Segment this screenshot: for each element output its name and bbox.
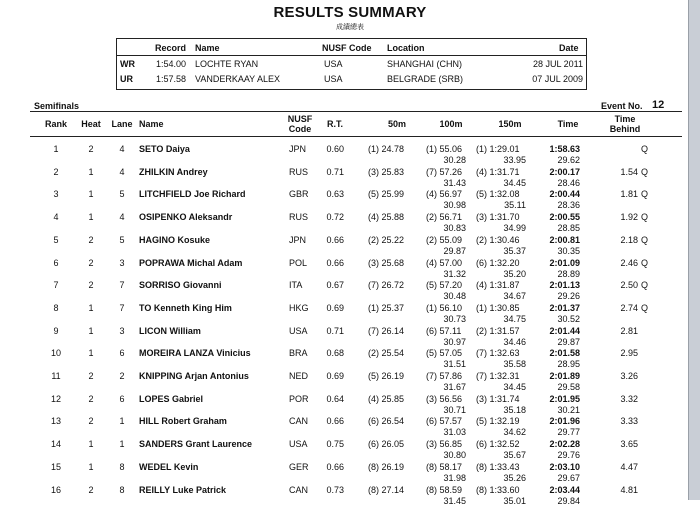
cell-final-time: 2:00.44 <box>549 189 580 200</box>
cell-split-150m: (2) 1:30.46 <box>476 234 520 245</box>
col-time-behind <box>601 114 649 134</box>
cell-split-100m: (1) 55.06 <box>426 144 463 154</box>
record-date: 07 JUL 2009 <box>532 74 583 84</box>
cell-final-time: 2:00.81 <box>549 234 580 245</box>
cell-athlete-name: TO Kenneth King Him <box>139 302 232 313</box>
col-nusf-line1: NUSF <box>287 114 313 124</box>
cell-diff-100m: 30.83 <box>443 223 466 234</box>
cell-athlete-name: MOREIRA LANZA Vinicius <box>139 348 251 359</box>
cell-time-behind: 2.46 <box>620 257 638 268</box>
table-row <box>0 481 688 504</box>
record-location: SHANGHAI (CHN) <box>387 59 463 69</box>
cell-split-150m: (4) 1:31.87 <box>476 280 520 291</box>
cell-diff-100m: 30.97 <box>443 336 466 347</box>
cell-split-100m: (8) 58.17 <box>426 461 463 472</box>
cell-time-behind: 1.81 <box>620 189 638 200</box>
cell-diff-100m: 30.80 <box>443 450 466 461</box>
cell-diff-150m: 34.62 <box>503 427 526 438</box>
cell-split-50m: (3) 25.83 <box>368 166 405 177</box>
col-behind-line2: Behind <box>609 124 641 134</box>
cell-final-time: 2:01.44 <box>549 325 580 336</box>
cell-athlete-name: SANDERS Grant Laurence <box>139 439 253 450</box>
cell-time-behind: 3.32 <box>620 393 638 404</box>
cell-lane: 4 <box>119 166 125 177</box>
cell-split-100m: (3) 56.56 <box>426 393 463 404</box>
cell-split-150m: (7) 1:32.63 <box>476 348 520 359</box>
cell-lane: 2 <box>119 371 125 381</box>
cell-nusf-code: USA <box>289 325 308 336</box>
cell-reaction-time: 0.63 <box>326 189 344 200</box>
cell-time-behind: 2.74 <box>620 302 638 313</box>
cell-qualifier: Q <box>641 212 649 223</box>
col-heat: Heat <box>81 119 101 129</box>
cell-heat: 1 <box>88 461 94 472</box>
cell-athlete-name: HILL Robert Graham <box>139 416 227 427</box>
phase-label: Semifinals <box>34 101 80 111</box>
cell-nusf-code: GER <box>289 461 309 472</box>
cell-split-150m: (1) 1:30.85 <box>476 302 520 313</box>
cell-lane: 4 <box>119 212 125 223</box>
cell-nusf-code: RUS <box>289 212 309 223</box>
cell-time-behind: 4.81 <box>620 484 638 495</box>
cell-diff-final: 30.35 <box>557 245 580 256</box>
col-100m: 100m <box>439 119 463 129</box>
cell-diff-final: 29.58 <box>557 382 580 392</box>
cell-split-50m: (1) 25.37 <box>368 302 405 313</box>
cell-diff-100m: 30.98 <box>443 200 466 211</box>
cell-diff-final: 28.46 <box>557 177 580 188</box>
cell-rank: 1 <box>53 144 59 154</box>
cell-reaction-time: 0.68 <box>326 348 344 359</box>
cell-diff-150m: 35.20 <box>503 268 526 279</box>
cell-split-100m: (5) 57.20 <box>426 280 463 291</box>
cell-diff-150m: 35.37 <box>503 245 526 256</box>
cell-split-50m: (4) 25.85 <box>368 393 405 404</box>
cell-final-time: 2:01.89 <box>549 371 580 381</box>
cell-diff-100m: 30.28 <box>443 155 466 165</box>
cell-reaction-time: 0.71 <box>326 166 344 177</box>
page-title: RESULTS SUMMARY <box>273 4 427 21</box>
cell-heat: 2 <box>88 393 94 404</box>
cell-rank: 11 <box>51 371 61 381</box>
page-subtitle: 成績總表 <box>336 23 364 31</box>
cell-heat: 1 <box>88 212 94 223</box>
cell-split-50m: (3) 25.68 <box>368 257 405 268</box>
table-row <box>0 254 688 277</box>
cell-split-100m: (7) 57.86 <box>426 371 463 381</box>
cell-diff-100m: 31.45 <box>443 495 466 506</box>
cell-rank: 15 <box>50 461 61 472</box>
table-row <box>0 140 688 163</box>
cell-time-behind: 4.47 <box>620 461 638 472</box>
cell-diff-final: 30.21 <box>557 404 580 415</box>
cell-rank: 3 <box>53 189 59 200</box>
viewer-edge-line <box>688 0 689 500</box>
cell-diff-150m: 34.45 <box>503 382 526 392</box>
table-row <box>0 185 688 211</box>
cell-diff-100m: 29.87 <box>443 245 466 256</box>
cell-final-time: 2:01.37 <box>549 302 580 313</box>
cell-split-50m: (4) 25.88 <box>368 212 405 223</box>
records-header-location: Location <box>387 43 425 53</box>
cell-athlete-name: LICON William <box>139 325 201 336</box>
cell-qualifier: Q <box>641 166 649 177</box>
cell-diff-final: 29.77 <box>557 427 580 438</box>
cell-reaction-time: 0.66 <box>326 416 344 427</box>
cell-diff-150m: 34.46 <box>503 336 526 347</box>
cell-diff-final: 28.36 <box>557 200 580 211</box>
cell-heat: 2 <box>88 144 94 154</box>
cell-athlete-name: POPRAWA Michal Adam <box>139 257 243 268</box>
event-number-label: Event No. <box>601 101 643 111</box>
cell-split-150m: (6) 1:32.20 <box>476 257 520 268</box>
cell-lane: 4 <box>119 144 125 154</box>
col-150m: 150m <box>498 119 522 129</box>
cell-split-150m: (3) 1:31.70 <box>476 212 520 223</box>
cell-split-100m: (7) 57.26 <box>426 166 463 177</box>
cell-final-time: 2:01.96 <box>549 416 580 427</box>
cell-heat: 2 <box>88 484 94 495</box>
cell-lane: 5 <box>119 234 125 245</box>
table-row <box>0 458 688 481</box>
table-row <box>0 412 688 438</box>
cell-final-time: 2:01.09 <box>549 257 580 268</box>
col-nusf-code <box>284 114 316 134</box>
cell-time-behind: 2.50 <box>620 280 638 291</box>
cell-rank: 9 <box>53 325 59 336</box>
cell-qualifier: Q <box>641 302 649 313</box>
cell-athlete-name: HAGINO Kosuke <box>139 234 211 245</box>
col-name: Name <box>139 119 164 129</box>
cell-rank: 6 <box>53 257 59 268</box>
cell-split-100m: (4) 57.00 <box>426 257 463 268</box>
cell-final-time: 2:01.58 <box>549 348 580 359</box>
cell-time-behind: 1.54 <box>620 166 638 177</box>
cell-final-time: 2:03.10 <box>549 461 580 472</box>
table-row <box>0 322 688 345</box>
records-header-record: Record <box>155 43 187 53</box>
cell-heat: 2 <box>88 257 94 268</box>
cell-split-50m: (1) 24.78 <box>368 144 405 154</box>
cell-lane: 8 <box>119 461 125 472</box>
cell-athlete-name: KNIPPING Arjan Antonius <box>139 371 249 381</box>
cell-split-150m: (3) 1:31.74 <box>476 393 520 404</box>
cell-reaction-time: 0.73 <box>326 484 344 495</box>
cell-split-100m: (1) 56.10 <box>426 302 463 313</box>
table-row <box>0 390 688 413</box>
cell-split-50m: (2) 25.54 <box>368 348 405 359</box>
cell-lane: 1 <box>119 439 125 450</box>
cell-split-100m: (3) 56.85 <box>426 439 463 450</box>
viewer-edge <box>688 0 700 500</box>
col-time: Time <box>557 119 579 129</box>
cell-split-50m: (6) 26.05 <box>368 439 405 450</box>
cell-nusf-code: GBR <box>289 189 309 200</box>
cell-diff-final: 28.95 <box>557 359 580 370</box>
cell-reaction-time: 0.69 <box>326 302 344 313</box>
cell-reaction-time: 0.67 <box>326 280 344 291</box>
cell-diff-150m: 33.95 <box>503 155 526 165</box>
cell-time-behind: 2.95 <box>620 348 638 359</box>
cell-rank: 10 <box>50 348 61 359</box>
cell-split-100m: (5) 57.05 <box>426 348 463 359</box>
cell-nusf-code: JPN <box>289 234 307 245</box>
col-rt: R.T. <box>326 119 343 129</box>
cell-athlete-name: ZHILKIN Andrey <box>139 166 208 177</box>
cell-lane: 8 <box>119 484 125 495</box>
cell-nusf-code: USA <box>289 439 308 450</box>
cell-diff-150m: 35.01 <box>503 495 526 506</box>
table-row <box>0 276 688 302</box>
cell-rank: 2 <box>53 166 59 177</box>
record-code: USA <box>324 59 343 69</box>
cell-reaction-time: 0.75 <box>326 439 344 450</box>
cell-lane: 7 <box>119 280 125 291</box>
cell-reaction-time: 0.69 <box>326 371 344 381</box>
cell-qualifier: Q <box>641 144 649 154</box>
cell-diff-100m: 30.71 <box>443 404 466 415</box>
cell-diff-final: 29.67 <box>557 472 580 483</box>
cell-heat: 1 <box>88 189 94 200</box>
record-date: 28 JUL 2011 <box>532 59 583 69</box>
cell-split-150m: (7) 1:32.31 <box>476 371 520 381</box>
cell-split-100m: (2) 56.71 <box>426 212 463 223</box>
cell-time-behind: 2.18 <box>620 234 638 245</box>
cell-lane: 3 <box>119 325 125 336</box>
col-behind-line1: Time <box>614 114 636 124</box>
cell-rank: 16 <box>50 484 61 495</box>
cell-diff-100m: 31.98 <box>443 472 466 483</box>
cell-split-50m: (8) 26.19 <box>368 461 405 472</box>
cell-split-50m: (2) 25.22 <box>368 234 405 245</box>
records-header-name: Name <box>195 43 220 53</box>
cell-split-150m: (4) 1:31.71 <box>476 166 520 177</box>
cell-split-150m: (8) 1:33.60 <box>476 484 520 495</box>
cell-qualifier: Q <box>641 234 649 245</box>
cell-heat: 1 <box>88 439 94 450</box>
cell-final-time: 2:00.55 <box>549 212 580 223</box>
table-row <box>0 163 688 186</box>
col-lane: Lane <box>111 119 133 129</box>
cell-reaction-time: 0.60 <box>326 144 344 154</box>
record-time: 1:54.00 <box>156 59 187 69</box>
cell-qualifier: Q <box>641 280 649 291</box>
table-row <box>0 344 688 370</box>
cell-split-50m: (7) 26.72 <box>368 280 405 291</box>
col-rank: Rank <box>44 119 67 129</box>
cell-diff-100m: 31.03 <box>443 427 466 438</box>
cell-split-150m: (5) 1:32.19 <box>476 416 520 427</box>
cell-nusf-code: CAN <box>289 416 309 427</box>
cell-heat: 2 <box>88 371 94 381</box>
table-row <box>0 208 688 234</box>
cell-nusf-code: CAN <box>289 484 309 495</box>
cell-athlete-name: SORRISO Giovanni <box>139 280 222 291</box>
cell-split-150m: (5) 1:32.08 <box>476 189 520 200</box>
cell-split-150m: (6) 1:32.52 <box>476 439 520 450</box>
cell-nusf-code: HKG <box>289 302 309 313</box>
table-row <box>0 231 688 254</box>
cell-athlete-name: REILLY Luke Patrick <box>139 484 227 495</box>
cell-reaction-time: 0.71 <box>326 325 344 336</box>
cell-athlete-name: WEDEL Kevin <box>139 461 199 472</box>
cell-athlete-name: LOPES Gabriel <box>139 393 204 404</box>
cell-nusf-code: ITA <box>289 280 303 291</box>
cell-final-time: 2:01.95 <box>549 393 580 404</box>
cell-diff-final: 29.87 <box>557 336 580 347</box>
cell-nusf-code: JPN <box>289 144 307 154</box>
cell-heat: 1 <box>88 325 94 336</box>
cell-lane: 6 <box>119 393 125 404</box>
cell-reaction-time: 0.72 <box>326 212 344 223</box>
table-row <box>0 435 688 461</box>
table-header-rule <box>30 136 682 137</box>
cell-rank: 14 <box>50 439 61 450</box>
cell-diff-150m: 35.26 <box>503 472 526 483</box>
cell-diff-final: 29.26 <box>557 291 580 302</box>
cell-diff-100m: 31.51 <box>443 359 466 370</box>
cell-split-100m: (6) 57.11 <box>426 325 462 336</box>
cell-split-150m: (1) 1:29.01 <box>476 144 520 154</box>
cell-split-100m: (6) 57.57 <box>426 416 463 427</box>
cell-lane: 3 <box>119 257 125 268</box>
cell-rank: 7 <box>53 280 59 291</box>
records-divider <box>117 55 586 56</box>
record-type: WR <box>120 59 135 69</box>
cell-split-100m: (8) 58.59 <box>426 484 463 495</box>
cell-final-time: 2:02.28 <box>549 439 580 450</box>
cell-time-behind: 3.33 <box>620 416 638 427</box>
cell-heat: 2 <box>88 416 94 427</box>
cell-split-50m: (6) 26.54 <box>368 416 405 427</box>
cell-time-behind: 3.65 <box>620 439 638 450</box>
cell-diff-final: 29.84 <box>557 495 580 506</box>
cell-split-150m: (2) 1:31.57 <box>476 325 520 336</box>
cell-rank: 12 <box>50 393 61 404</box>
cell-reaction-time: 0.66 <box>326 234 344 245</box>
cell-time-behind: 3.26 <box>620 371 638 381</box>
record-name: VANDERKAAY ALEX <box>195 74 281 84</box>
cell-diff-150m: 34.99 <box>503 223 526 234</box>
cell-heat: 1 <box>88 348 94 359</box>
cell-final-time: 2:01.13 <box>549 280 580 291</box>
cell-nusf-code: POR <box>289 393 309 404</box>
cell-heat: 2 <box>88 280 94 291</box>
cell-diff-final: 28.89 <box>557 268 580 279</box>
cell-diff-final: 28.85 <box>557 223 580 234</box>
cell-lane: 7 <box>119 302 125 313</box>
records-header-date: Date <box>559 43 579 53</box>
record-type: UR <box>120 74 133 84</box>
cell-split-100m: (4) 56.97 <box>426 189 463 200</box>
cell-diff-150m: 35.11 <box>504 200 526 211</box>
cell-diff-final: 30.52 <box>557 313 580 324</box>
cell-heat: 1 <box>88 302 94 313</box>
cell-athlete-name: OSIPENKO Aleksandr <box>139 212 233 223</box>
cell-qualifier: Q <box>641 257 649 268</box>
cell-diff-150m: 35.18 <box>503 404 526 415</box>
cell-diff-150m: 35.67 <box>503 450 526 461</box>
cell-diff-100m: 31.67 <box>443 382 466 392</box>
cell-time-behind: 2.81 <box>620 325 638 336</box>
cell-heat: 2 <box>88 234 94 245</box>
cell-rank: 8 <box>53 302 59 313</box>
cell-reaction-time: 0.64 <box>326 393 344 404</box>
cell-rank: 5 <box>53 234 59 245</box>
cell-athlete-name: SETO Daiya <box>139 144 190 154</box>
cell-diff-150m: 34.67 <box>503 291 526 302</box>
cell-split-50m: (5) 25.99 <box>368 189 405 200</box>
cell-diff-final: 29.62 <box>557 155 580 165</box>
cell-nusf-code: NED <box>289 371 309 381</box>
record-time: 1:57.58 <box>156 74 187 84</box>
cell-split-50m: (5) 26.19 <box>368 371 405 381</box>
col-nusf-line2: Code <box>288 124 312 134</box>
cell-diff-100m: 30.48 <box>443 291 466 302</box>
records-header-code: NUSF Code <box>322 43 372 53</box>
cell-diff-150m: 34.75 <box>503 313 526 324</box>
cell-split-50m: (7) 26.14 <box>368 325 405 336</box>
cell-time-behind: 1.92 <box>620 212 638 223</box>
cell-split-150m: (8) 1:33.43 <box>476 461 520 472</box>
cell-athlete-name: LITCHFIELD Joe Richard <box>139 189 246 200</box>
cell-lane: 6 <box>119 348 125 359</box>
cell-diff-150m: 34.45 <box>503 177 526 188</box>
cell-lane: 5 <box>119 189 125 200</box>
record-name: LOCHTE RYAN <box>195 59 259 69</box>
cell-rank: 4 <box>53 212 59 223</box>
cell-nusf-code: POL <box>289 257 308 268</box>
event-number: 12 <box>652 99 665 111</box>
cell-diff-150m: 35.58 <box>503 359 526 370</box>
cell-diff-100m: 31.32 <box>443 268 466 279</box>
cell-final-time: 1:58.63 <box>549 144 580 154</box>
cell-reaction-time: 0.66 <box>326 257 344 268</box>
cell-nusf-code: RUS <box>289 166 309 177</box>
cell-heat: 1 <box>88 166 94 177</box>
record-code: USA <box>324 74 343 84</box>
cell-split-50m: (8) 27.14 <box>368 484 405 495</box>
cell-diff-100m: 30.73 <box>443 313 466 324</box>
cell-diff-100m: 31.43 <box>443 177 466 188</box>
table-top-rule <box>30 111 682 112</box>
cell-rank: 13 <box>50 416 61 427</box>
cell-split-100m: (2) 55.09 <box>426 234 463 245</box>
cell-nusf-code: BRA <box>289 348 308 359</box>
records-box <box>116 38 587 90</box>
cell-diff-final: 29.76 <box>557 450 580 461</box>
col-50m: 50m <box>387 119 406 129</box>
cell-final-time: 2:00.17 <box>549 166 580 177</box>
table-row <box>0 299 688 322</box>
cell-qualifier: Q <box>641 189 649 200</box>
table-row <box>0 367 688 390</box>
cell-lane: 1 <box>119 416 125 427</box>
cell-reaction-time: 0.66 <box>326 461 344 472</box>
record-location: BELGRADE (SRB) <box>387 74 464 84</box>
cell-final-time: 2:03.44 <box>549 484 580 495</box>
